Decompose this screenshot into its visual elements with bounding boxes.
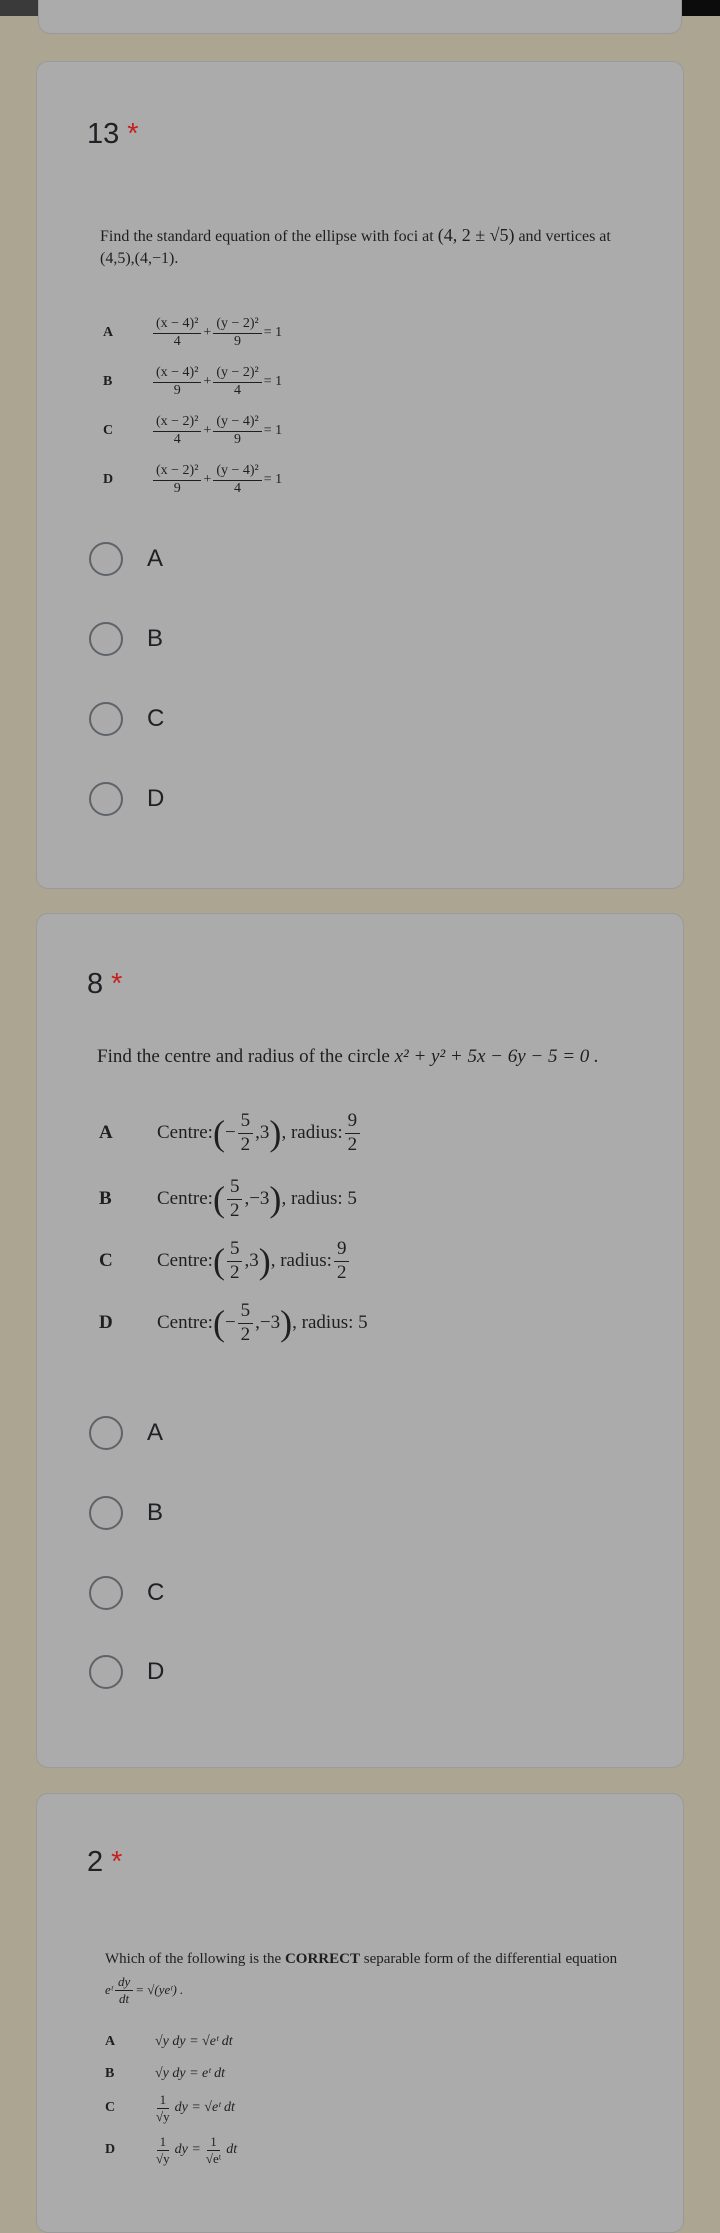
radio-circle[interactable] — [89, 702, 123, 736]
option-letter: A — [103, 325, 114, 341]
option-a: A $\frac{\text{(x − 4)²}}{4}$ + $\frac{\text{(y − 2)²}}{9}$ = 1 — [103, 316, 283, 349]
stem-equation: x² + y² + 5x − 6y − 5 = 0 . — [394, 1046, 599, 1067]
option-letter: B — [103, 374, 113, 390]
radio-choice-a[interactable] — [89, 542, 163, 576]
option-b — [105, 2066, 225, 2082]
choice-label: C — [147, 705, 165, 732]
radio-choice-a[interactable] — [89, 1416, 163, 1450]
centre-y: ,−3 — [244, 1188, 270, 1210]
centre-label: Centre: — [157, 1312, 213, 1334]
radio-choice-b[interactable] — [89, 1496, 163, 1530]
choice-label: D — [147, 785, 165, 812]
radio-circle[interactable] — [89, 1655, 123, 1689]
fraction-denominator: 9 — [173, 480, 181, 496]
fraction-numerator: 5 — [227, 1238, 243, 1262]
stem-mid: and vertices at — [518, 228, 611, 245]
choice-label: A — [147, 1419, 164, 1446]
fraction-numerator: (x − 2)² — [153, 463, 201, 481]
previous-card-edge — [38, 0, 682, 34]
fraction-denominator: √eᵗ — [205, 2150, 222, 2166]
radio-choice-b[interactable] — [89, 622, 163, 656]
stem-equation — [105, 1974, 183, 2006]
fraction-denominator: √y — [156, 2150, 170, 2166]
equation-rhs: = 1 — [263, 423, 283, 439]
fraction-denominator: dt — [119, 1990, 130, 2006]
fraction-denominator: 9 — [173, 382, 181, 398]
option-expression: √y dy = eᵗ dt — [155, 2066, 226, 2081]
centre-y: ,3 — [244, 1250, 259, 1272]
centre-y: ,3 — [255, 1122, 270, 1144]
centre-label: Centre: — [157, 1188, 213, 1210]
radius-numerator: 9 — [334, 1238, 350, 1262]
fraction-numerator: 1 — [157, 2092, 170, 2109]
option-a: A Centre: ( − $\frac{5}{2}$ ,3 ) , radius: $\frac{9}{2}$ — [99, 1110, 362, 1157]
fraction-denominator: 2 — [229, 1199, 240, 1221]
equation-rhs: = 1 — [263, 472, 283, 488]
option-letter: C — [99, 1250, 113, 1272]
centre-sign: − — [224, 1122, 236, 1144]
option-c: C $\frac{\text{(x − 2)²}}{4}$ + $\frac{\text{(y − 4)²}}{9}$ = 1 — [103, 414, 283, 447]
fraction-denominator: 9 — [234, 333, 242, 349]
radio-choice-d[interactable] — [89, 782, 164, 816]
fraction-denominator: 2 — [229, 1261, 240, 1283]
question-stem — [100, 224, 643, 270]
option-letter: A — [105, 2034, 116, 2049]
radius-numerator: 9 — [345, 1110, 361, 1134]
radio-circle[interactable] — [89, 1496, 123, 1530]
radio-circle[interactable] — [89, 1416, 123, 1450]
stem-text: Find the standard equation of the ellipse with foci at — [100, 228, 434, 245]
fraction-numerator: (y − 2)² — [213, 316, 261, 334]
radius-label: , radius: — [281, 1122, 343, 1144]
question-title — [87, 1846, 122, 1879]
question-stem — [97, 1044, 663, 1070]
fraction-numerator: (x − 4)² — [153, 316, 201, 334]
stem-text: Find the centre and radius of the circle — [97, 1046, 390, 1067]
fraction-numerator: dy — [115, 1974, 133, 1991]
stem-text: Which of the following is the — [105, 1951, 282, 1967]
fraction-denominator: √y — [156, 2108, 170, 2124]
equation-rhs: = 1 — [263, 325, 283, 341]
fraction-denominator: 2 — [240, 1323, 251, 1345]
stem-text-end: separable form of the differential equation — [363, 1951, 618, 1967]
radius-label: , radius: — [281, 1188, 343, 1210]
equation-rhs: = 1 — [263, 374, 283, 390]
option-c — [105, 2092, 235, 2124]
fraction-numerator: 5 — [238, 1110, 254, 1134]
stem-bold: CORRECT — [284, 1951, 360, 1967]
radius-label: , radius: — [292, 1312, 354, 1334]
option-d: D $\frac{\text{(x − 2)²}}{9}$ + $\frac{\text{(y − 4)²}}{4}$ = 1 — [103, 463, 283, 496]
radio-choice-c[interactable] — [89, 1576, 164, 1610]
radius-value: 5 — [358, 1312, 368, 1334]
radio-choice-d[interactable] — [89, 1655, 164, 1689]
option-c: C Centre: ( $\frac{5}{2}$ ,3 ) , radius: $\frac{9}{2}$ — [99, 1238, 351, 1285]
option-expression: dy = — [174, 2142, 201, 2158]
radio-circle[interactable] — [89, 782, 123, 816]
fraction-denominator: 4 — [234, 480, 242, 496]
fraction-numerator: 5 — [238, 1300, 254, 1324]
option-expression-end: dt — [226, 2142, 238, 2158]
fraction-numerator: (x − 2)² — [153, 414, 201, 432]
required-mark: * — [111, 968, 123, 1000]
centre-label: Centre: — [157, 1122, 213, 1144]
choice-label: A — [147, 545, 164, 572]
question-number: 13 — [87, 118, 120, 150]
centre-label: Centre: — [157, 1250, 213, 1272]
question-card-2 — [36, 1793, 684, 2233]
choice-label: C — [147, 1579, 165, 1606]
radio-choice-c[interactable] — [89, 702, 164, 736]
option-expression: √y dy = √eᵗ dt — [155, 2034, 233, 2049]
option-a — [105, 2034, 233, 2050]
stem-vertices: (4,5),(4,−1). — [100, 250, 179, 267]
radius-denominator: 2 — [336, 1261, 347, 1283]
radio-circle[interactable] — [89, 622, 123, 656]
fraction-numerator: (x − 4)² — [153, 365, 201, 383]
option-letter: C — [105, 2100, 116, 2116]
eq-prefix: eᵗ — [105, 1982, 113, 1998]
option-letter: D — [105, 2142, 116, 2158]
option-b: B $\frac{\text{(x − 4)²}}{9}$ + $\frac{\text{(y − 2)²}}{4}$ = 1 — [103, 365, 283, 398]
choice-label: D — [147, 1658, 165, 1685]
question-title — [87, 118, 139, 151]
fraction-denominator: 4 — [173, 333, 181, 349]
fraction-denominator: 4 — [173, 431, 181, 447]
option-letter: C — [103, 423, 114, 439]
required-mark: * — [127, 118, 139, 150]
option-letter: B — [99, 1188, 112, 1210]
option-letter: D — [99, 1312, 113, 1334]
centre-y: ,−3 — [255, 1312, 281, 1334]
fraction-numerator: 1 — [157, 2134, 170, 2151]
radius-denominator: 2 — [347, 1133, 358, 1155]
fraction-numerator: 5 — [227, 1176, 243, 1200]
option-letter: B — [105, 2066, 115, 2081]
question-card-8 — [36, 913, 684, 1768]
option-letter: D — [103, 472, 114, 488]
fraction-denominator: 4 — [234, 382, 242, 398]
question-stem — [105, 1949, 663, 1969]
radius-value: 5 — [347, 1188, 357, 1210]
radio-circle[interactable] — [89, 542, 123, 576]
fraction-denominator: 2 — [240, 1133, 251, 1155]
centre-sign: − — [224, 1312, 236, 1334]
radius-label: , radius: — [270, 1250, 332, 1272]
stem-foci: (4, 2 ± √5) — [437, 225, 515, 245]
option-d — [105, 2134, 237, 2166]
question-number: 2 — [87, 1846, 104, 1878]
choice-label: B — [147, 625, 164, 652]
eq-rhs: = √(yeᵗ) . — [135, 1982, 184, 1998]
question-number: 8 — [87, 968, 104, 1000]
fraction-numerator: (y − 4)² — [213, 414, 261, 432]
question-card-13 — [36, 61, 684, 889]
required-mark: * — [111, 1846, 123, 1878]
fraction-numerator: (y − 2)² — [213, 365, 261, 383]
option-d: D Centre: ( − $\frac{5}{2}$ ,−3 ) , radius: 5 — [99, 1300, 368, 1345]
option-expression: dy = √eᵗ dt — [174, 2100, 235, 2116]
fraction-numerator: (y − 4)² — [213, 463, 261, 481]
fraction-numerator: 1 — [207, 2134, 220, 2151]
question-title — [87, 968, 122, 1001]
option-b: B Centre: ( $\frac{5}{2}$ ,−3 ) , radius: 5 — [99, 1176, 357, 1221]
option-letter: A — [99, 1122, 113, 1144]
choice-label: B — [147, 1499, 164, 1526]
radio-circle[interactable] — [89, 1576, 123, 1610]
fraction-denominator: 9 — [234, 431, 242, 447]
